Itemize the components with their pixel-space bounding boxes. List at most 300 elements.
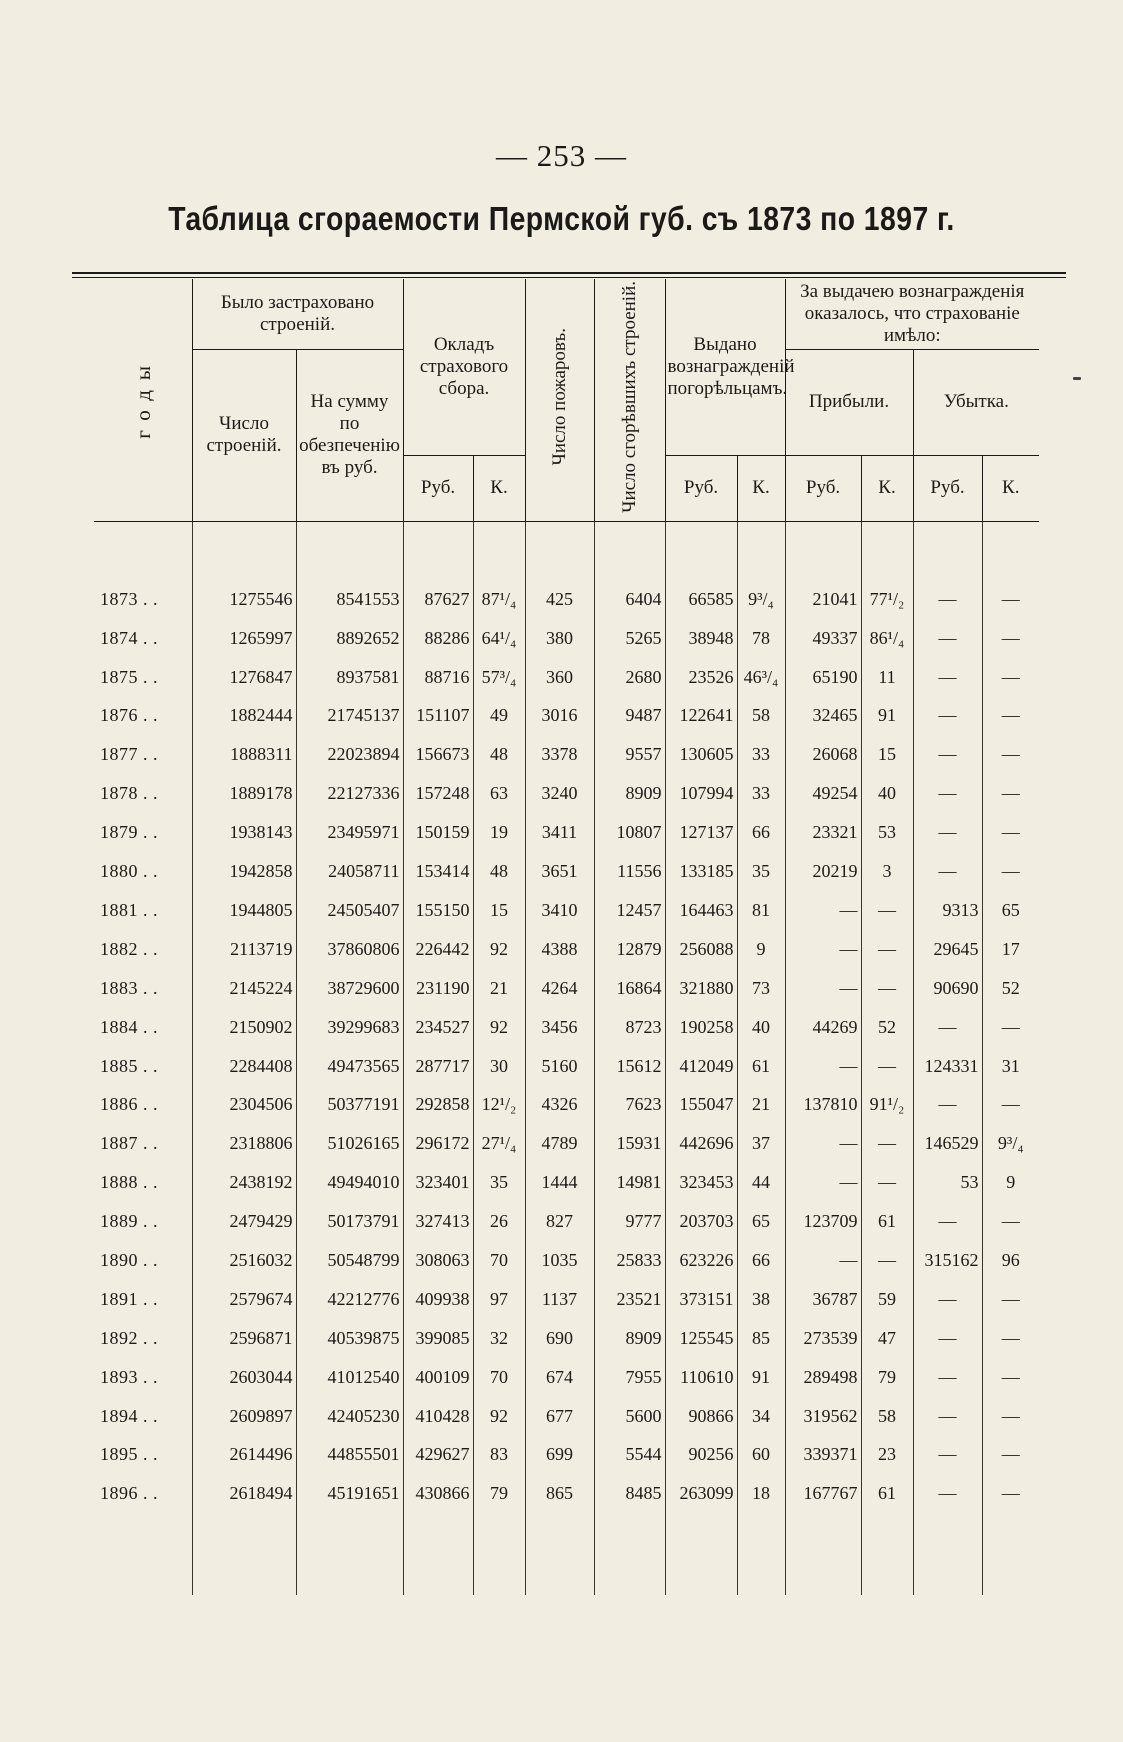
table-row xyxy=(94,1202,1039,1241)
cell-fires-count: 3651 xyxy=(525,852,594,891)
cell-building-count: 2113719 xyxy=(192,930,296,969)
cell-insured-sum: 49494010 xyxy=(296,1163,403,1202)
cell-loss-kop: — xyxy=(1001,1288,1020,1309)
cell-premium-rub: 409938 xyxy=(403,1280,473,1319)
cell-year: 1888 . . xyxy=(94,1163,192,1202)
cell-paid-rub: 203703 xyxy=(665,1202,737,1241)
cell-premium-rub: 399085 xyxy=(403,1319,473,1358)
cell-profit-rub: 339371 xyxy=(785,1435,861,1474)
cell-burned-count: 8723 xyxy=(594,1008,665,1047)
cell-loss-rub: — xyxy=(913,658,982,697)
cell-burned-count: 7955 xyxy=(594,1358,665,1397)
header-burned: Число сгорѣвшихъ строеній. xyxy=(594,279,665,521)
cell-premium-rub: 400109 xyxy=(403,1358,473,1397)
cell-paid-kop: 21 xyxy=(737,1085,785,1124)
cell-burned-count: 23521 xyxy=(594,1280,665,1319)
cell-loss-kop: — xyxy=(1001,1211,1020,1232)
cell-paid-kop: 18 xyxy=(737,1474,785,1513)
header-profit: Прибыли. xyxy=(785,350,913,456)
table-tail xyxy=(94,1513,1039,1595)
cell-paid-rub: 107994 xyxy=(665,774,737,813)
header-kop-premium: К. xyxy=(473,455,525,521)
cell-fires-count: 4388 xyxy=(525,930,594,969)
cell-profit-rub: 123709 xyxy=(785,1202,861,1241)
cell-premium-kop: 97 xyxy=(473,1280,525,1319)
cell-year: 1884 . . xyxy=(94,1008,192,1047)
table-row xyxy=(94,1358,1039,1397)
cell-loss-kop: — xyxy=(1001,705,1020,726)
cell-premium-kop: 63 xyxy=(473,774,525,813)
cell-building-count: 2438192 xyxy=(192,1163,296,1202)
cell-loss-kop: 17 xyxy=(1001,938,1020,959)
cell-profit-kop: 15 xyxy=(861,735,913,774)
cell-burned-count: 9777 xyxy=(594,1202,665,1241)
cell-profit-kop: 86¹/₄ xyxy=(861,619,913,658)
cell-year: 1878 . . xyxy=(94,774,192,813)
cell-paid-rub: 373151 xyxy=(665,1280,737,1319)
cell-paid-rub: 66585 xyxy=(665,580,737,619)
cell-building-count: 1942858 xyxy=(192,852,296,891)
cell-paid-rub: 164463 xyxy=(665,891,737,930)
cell-paid-kop: 35 xyxy=(737,852,785,891)
cell-paid-rub: 90866 xyxy=(665,1397,737,1436)
cell-paid-rub: 256088 xyxy=(665,930,737,969)
cell-fires-count: 360 xyxy=(525,658,594,697)
cell-premium-kop: 21 xyxy=(473,969,525,1008)
cell-premium-rub: 296172 xyxy=(403,1124,473,1163)
cell-year: 1883 . . xyxy=(94,969,192,1008)
cell-premium-rub: 157248 xyxy=(403,774,473,813)
cell-insured-sum: 8892652 xyxy=(296,619,403,658)
cell-premium-rub: 153414 xyxy=(403,852,473,891)
header-loss: Убытка. xyxy=(913,350,1039,456)
cell-year: 1891 . . xyxy=(94,1280,192,1319)
cell-fires-count: 5160 xyxy=(525,1047,594,1086)
cell-profit-rub: 319562 xyxy=(785,1397,861,1436)
cell-insured-sum: 42212776 xyxy=(296,1280,403,1319)
cell-profit-rub: 49337 xyxy=(785,619,861,658)
cell-burned-count: 6404 xyxy=(594,580,665,619)
cell-profit-rub: 44269 xyxy=(785,1008,861,1047)
cell-premium-kop: 48 xyxy=(473,852,525,891)
cell-burned-count: 10807 xyxy=(594,813,665,852)
cell-paid-rub: 122641 xyxy=(665,697,737,736)
cell-premium-rub: 88286 xyxy=(403,619,473,658)
cell-paid-rub: 323453 xyxy=(665,1163,737,1202)
cell-insured-sum: 22127336 xyxy=(296,774,403,813)
cell-paid-rub: 110610 xyxy=(665,1358,737,1397)
cell-paid-kop: 38 xyxy=(737,1280,785,1319)
cell-profit-kop: — xyxy=(861,930,913,969)
cell-paid-rub: 125545 xyxy=(665,1319,737,1358)
cell-paid-kop: 66 xyxy=(737,1241,785,1280)
cell-burned-count: 5544 xyxy=(594,1435,665,1474)
page-number: — 253 — xyxy=(496,138,627,173)
table-row xyxy=(94,1085,1039,1124)
cell-year: 1881 . . xyxy=(94,891,192,930)
cell-building-count: 2150902 xyxy=(192,1008,296,1047)
cell-profit-kop: — xyxy=(861,969,913,1008)
cell-building-count: 1888311 xyxy=(192,735,296,774)
cell-profit-kop: 40 xyxy=(861,774,913,813)
header-rub-profit: Руб. xyxy=(785,455,861,521)
table-row xyxy=(94,1280,1039,1319)
cell-paid-kop: 58 xyxy=(737,697,785,736)
cell-loss-rub: — xyxy=(913,1397,982,1436)
cell-loss-rub: — xyxy=(913,852,982,891)
cell-profit-rub: — xyxy=(785,969,861,1008)
cell-profit-kop: 53 xyxy=(861,813,913,852)
cell-insured-sum: 50377191 xyxy=(296,1085,403,1124)
cell-fires-count: 4264 xyxy=(525,969,594,1008)
cell-premium-rub: 287717 xyxy=(403,1047,473,1086)
cell-loss-rub: — xyxy=(913,1319,982,1358)
cell-fires-count: 865 xyxy=(525,1474,594,1513)
cell-loss-kop: 65 xyxy=(1001,899,1020,920)
cell-premium-rub: 234527 xyxy=(403,1008,473,1047)
cell-loss-rub: 124331 xyxy=(913,1047,982,1086)
header-kop-loss: К. xyxy=(982,455,1039,521)
cell-premium-kop: 70 xyxy=(473,1241,525,1280)
table-row xyxy=(94,735,1039,774)
header-insured: Было застраховано строеній. xyxy=(192,279,403,350)
cell-paid-kop: 65 xyxy=(737,1202,785,1241)
cell-fires-count: 3378 xyxy=(525,735,594,774)
cell-premium-rub: 323401 xyxy=(403,1163,473,1202)
table-row xyxy=(94,1008,1039,1047)
header-premium: Окладъ страхового сбора. xyxy=(403,279,525,455)
cell-loss-kop: — xyxy=(1001,744,1020,765)
cell-building-count: 2603044 xyxy=(192,1358,296,1397)
page-title: Таблица сгораемости Пермской губ. съ 1873 по 1897 г. xyxy=(168,200,955,237)
cell-premium-kop: 32 xyxy=(473,1319,525,1358)
cell-year: 1894 . . xyxy=(94,1397,192,1436)
cell-insured-sum: 37860806 xyxy=(296,930,403,969)
cell-profit-kop: 11 xyxy=(861,658,913,697)
cell-paid-kop: 46³/₄ xyxy=(737,658,785,697)
cell-loss-kop: — xyxy=(1001,666,1020,687)
cell-loss-rub: — xyxy=(913,1280,982,1319)
table-row xyxy=(94,1124,1039,1163)
cell-building-count: 2579674 xyxy=(192,1280,296,1319)
cell-insured-sum: 38729600 xyxy=(296,969,403,1008)
cell-burned-count: 14981 xyxy=(594,1163,665,1202)
cell-premium-kop: 92 xyxy=(473,930,525,969)
cell-paid-kop: 34 xyxy=(737,1397,785,1436)
cell-paid-rub: 623226 xyxy=(665,1241,737,1280)
cell-profit-rub: — xyxy=(785,1241,861,1280)
cell-premium-kop: 48 xyxy=(473,735,525,774)
header-rub-premium: Руб. xyxy=(403,455,473,521)
cell-premium-kop: 92 xyxy=(473,1397,525,1436)
cell-paid-kop: 66 xyxy=(737,813,785,852)
cell-burned-count: 2680 xyxy=(594,658,665,697)
cell-fires-count: 3016 xyxy=(525,697,594,736)
cell-burned-count: 8909 xyxy=(594,774,665,813)
cell-loss-kop: — xyxy=(1001,1483,1020,1504)
cell-paid-rub: 412049 xyxy=(665,1047,737,1086)
cell-loss-rub: — xyxy=(913,774,982,813)
cell-profit-rub: — xyxy=(785,891,861,930)
cell-fires-count: 3411 xyxy=(525,813,594,852)
table-row xyxy=(94,852,1039,891)
cell-premium-rub: 88716 xyxy=(403,658,473,697)
cell-paid-kop: 60 xyxy=(737,1435,785,1474)
cell-building-count: 2145224 xyxy=(192,969,296,1008)
cell-year: 1896 . . xyxy=(94,1474,192,1513)
cell-burned-count: 15931 xyxy=(594,1124,665,1163)
cell-insured-sum: 50548799 xyxy=(296,1241,403,1280)
cell-fires-count: 1444 xyxy=(525,1163,594,1202)
cell-fires-count: 380 xyxy=(525,619,594,658)
cell-insured-sum: 40539875 xyxy=(296,1319,403,1358)
cell-profit-rub: 26068 xyxy=(785,735,861,774)
cell-profit-kop: 23 xyxy=(861,1435,913,1474)
cell-loss-kop: — xyxy=(1001,822,1020,843)
table-row xyxy=(94,891,1039,930)
table-row xyxy=(94,813,1039,852)
cell-premium-kop: 79 xyxy=(473,1474,525,1513)
cell-building-count: 2614496 xyxy=(192,1435,296,1474)
cell-premium-kop: 19 xyxy=(473,813,525,852)
cell-premium-kop: 30 xyxy=(473,1047,525,1086)
cell-loss-kop: — xyxy=(1001,1016,1020,1037)
cell-loss-kop: — xyxy=(1001,861,1020,882)
cell-fires-count: 3410 xyxy=(525,891,594,930)
cell-loss-rub: 9313 xyxy=(913,891,982,930)
cell-fires-count: 827 xyxy=(525,1202,594,1241)
cell-premium-kop: 92 xyxy=(473,1008,525,1047)
cell-fires-count: 425 xyxy=(525,580,594,619)
cell-profit-kop: 91 xyxy=(861,697,913,736)
cell-burned-count: 9487 xyxy=(594,697,665,736)
cell-paid-kop: 9 xyxy=(737,930,785,969)
cell-year: 1877 . . xyxy=(94,735,192,774)
table-row xyxy=(94,1241,1039,1280)
cell-profit-kop: — xyxy=(861,1124,913,1163)
cell-profit-kop: 47 xyxy=(861,1319,913,1358)
cell-loss-kop: — xyxy=(1001,1366,1020,1387)
header-kop-profit: К. xyxy=(861,455,913,521)
cell-year: 1895 . . xyxy=(94,1435,192,1474)
table-row xyxy=(94,1163,1039,1202)
cell-paid-rub: 263099 xyxy=(665,1474,737,1513)
cell-paid-rub: 130605 xyxy=(665,735,737,774)
cell-building-count: 2318806 xyxy=(192,1124,296,1163)
cell-paid-rub: 321880 xyxy=(665,969,737,1008)
cell-fires-count: 690 xyxy=(525,1319,594,1358)
cell-profit-rub: 289498 xyxy=(785,1358,861,1397)
cell-premium-kop: 87¹/₄ xyxy=(473,580,525,619)
cell-insured-sum: 39299683 xyxy=(296,1008,403,1047)
cell-burned-count: 12879 xyxy=(594,930,665,969)
cell-building-count: 2618494 xyxy=(192,1474,296,1513)
cell-paid-rub: 442696 xyxy=(665,1124,737,1163)
cell-year: 1892 . . xyxy=(94,1319,192,1358)
cell-loss-kop: 9³/₄ xyxy=(997,1133,1024,1154)
table-row xyxy=(94,658,1039,697)
table-spacer xyxy=(94,521,1039,580)
cell-loss-rub: — xyxy=(913,619,982,658)
cell-profit-rub: 167767 xyxy=(785,1474,861,1513)
cell-loss-rub: — xyxy=(913,1435,982,1474)
cell-loss-rub: — xyxy=(913,580,982,619)
cell-paid-kop: 78 xyxy=(737,619,785,658)
cell-year: 1874 . . xyxy=(94,619,192,658)
cell-insured-sum: 24505407 xyxy=(296,891,403,930)
header-count: Число строеній. xyxy=(192,350,296,522)
cell-profit-rub: — xyxy=(785,930,861,969)
cell-year: 1879 . . xyxy=(94,813,192,852)
cell-loss-kop: — xyxy=(1001,1444,1020,1465)
cell-profit-rub: 21041 xyxy=(785,580,861,619)
cell-profit-kop: 61 xyxy=(861,1202,913,1241)
cell-profit-rub: 20219 xyxy=(785,852,861,891)
cell-burned-count: 15612 xyxy=(594,1047,665,1086)
cell-profit-rub: — xyxy=(785,1047,861,1086)
cell-profit-rub: 137810 xyxy=(785,1085,861,1124)
cell-premium-rub: 430866 xyxy=(403,1474,473,1513)
cell-premium-kop: 64¹/₄ xyxy=(473,619,525,658)
cell-paid-kop: 81 xyxy=(737,891,785,930)
cell-loss-rub: 315162 xyxy=(913,1241,982,1280)
cell-year: 1880 . . xyxy=(94,852,192,891)
cell-paid-kop: 33 xyxy=(737,774,785,813)
cell-premium-rub: 156673 xyxy=(403,735,473,774)
cell-building-count: 2516032 xyxy=(192,1241,296,1280)
cell-burned-count: 16864 xyxy=(594,969,665,1008)
cell-premium-kop: 35 xyxy=(473,1163,525,1202)
cell-profit-kop: — xyxy=(861,1163,913,1202)
cell-premium-kop: 15 xyxy=(473,891,525,930)
cell-premium-kop: 70 xyxy=(473,1358,525,1397)
cell-burned-count: 11556 xyxy=(594,852,665,891)
cell-paid-rub: 38948 xyxy=(665,619,737,658)
cell-building-count: 1889178 xyxy=(192,774,296,813)
cell-paid-kop: 73 xyxy=(737,969,785,1008)
cell-year: 1890 . . xyxy=(94,1241,192,1280)
cell-insured-sum: 21745137 xyxy=(296,697,403,736)
cell-insured-sum: 44855501 xyxy=(296,1435,403,1474)
cell-loss-rub: — xyxy=(913,1358,982,1397)
table-row xyxy=(94,1474,1039,1513)
cell-building-count: 2284408 xyxy=(192,1047,296,1086)
cell-loss-kop: 9 xyxy=(1006,1172,1016,1193)
header-kop-paid: К. xyxy=(737,455,785,521)
table-row xyxy=(94,1435,1039,1474)
table-row xyxy=(94,580,1039,619)
cell-building-count: 2596871 xyxy=(192,1319,296,1358)
cell-paid-kop: 9³/₄ xyxy=(737,580,785,619)
cell-fires-count: 4789 xyxy=(525,1124,594,1163)
cell-profit-kop: 79 xyxy=(861,1358,913,1397)
cell-insured-sum: 50173791 xyxy=(296,1202,403,1241)
cell-profit-kop: 59 xyxy=(861,1280,913,1319)
cell-burned-count: 7623 xyxy=(594,1085,665,1124)
cell-profit-rub: 23321 xyxy=(785,813,861,852)
cell-year: 1887 . . xyxy=(94,1124,192,1163)
cell-loss-kop: 52 xyxy=(1001,977,1020,998)
cell-building-count: 2304506 xyxy=(192,1085,296,1124)
header-sum: На сумму по обезпеченію въ руб. xyxy=(296,350,403,522)
cell-paid-kop: 61 xyxy=(737,1047,785,1086)
cell-loss-kop: — xyxy=(1001,1094,1020,1115)
cell-burned-count: 8485 xyxy=(594,1474,665,1513)
fire-statistics-table xyxy=(94,279,1039,1595)
cell-premium-rub: 155150 xyxy=(403,891,473,930)
cell-premium-kop: 49 xyxy=(473,697,525,736)
cell-insured-sum: 41012540 xyxy=(296,1358,403,1397)
cell-premium-rub: 226442 xyxy=(403,930,473,969)
cell-paid-kop: 44 xyxy=(737,1163,785,1202)
cell-profit-kop: 77¹/₂ xyxy=(861,580,913,619)
cell-loss-rub: — xyxy=(913,1202,982,1241)
cell-premium-kop: 27¹/₄ xyxy=(473,1124,525,1163)
cell-insured-sum: 8541553 xyxy=(296,580,403,619)
cell-premium-rub: 151107 xyxy=(403,697,473,736)
cell-paid-rub: 155047 xyxy=(665,1085,737,1124)
cell-burned-count: 9557 xyxy=(594,735,665,774)
cell-loss-kop: — xyxy=(1001,783,1020,804)
cell-profit-kop: — xyxy=(861,1241,913,1280)
cell-year: 1873 . . xyxy=(94,580,192,619)
cell-fires-count: 677 xyxy=(525,1397,594,1436)
cell-year: 1889 . . xyxy=(94,1202,192,1241)
cell-fires-count: 1035 xyxy=(525,1241,594,1280)
cell-loss-rub: 29645 xyxy=(913,930,982,969)
cell-loss-rub: 146529 xyxy=(913,1124,982,1163)
cell-year: 1886 . . xyxy=(94,1085,192,1124)
cell-insured-sum: 49473565 xyxy=(296,1047,403,1086)
cell-fires-count: 699 xyxy=(525,1435,594,1474)
top-rule-thin xyxy=(72,277,1066,278)
cell-building-count: 1276847 xyxy=(192,658,296,697)
cell-insured-sum: 22023894 xyxy=(296,735,403,774)
cell-premium-rub: 327413 xyxy=(403,1202,473,1241)
cell-profit-kop: — xyxy=(861,1047,913,1086)
cell-loss-kop: — xyxy=(1001,627,1020,648)
header-rub-paid: Руб. xyxy=(665,455,737,521)
cell-paid-rub: 23526 xyxy=(665,658,737,697)
cell-building-count: 1882444 xyxy=(192,697,296,736)
cell-paid-kop: 37 xyxy=(737,1124,785,1163)
cell-loss-kop: — xyxy=(1001,588,1020,609)
cell-loss-rub: — xyxy=(913,813,982,852)
cell-building-count: 2609897 xyxy=(192,1397,296,1436)
cell-loss-kop: 31 xyxy=(1001,1055,1020,1076)
cell-loss-rub: — xyxy=(913,1085,982,1124)
cell-paid-kop: 91 xyxy=(737,1358,785,1397)
cell-profit-rub: 65190 xyxy=(785,658,861,697)
cell-loss-kop: — xyxy=(1001,1327,1020,1348)
cell-building-count: 1265997 xyxy=(192,619,296,658)
cell-premium-rub: 429627 xyxy=(403,1435,473,1474)
header-rub-loss: Руб. xyxy=(913,455,982,521)
header-paid: Выдано вознагражденій погорѣльцамъ. xyxy=(665,279,785,455)
cell-profit-kop: — xyxy=(861,891,913,930)
cell-insured-sum: 45191651 xyxy=(296,1474,403,1513)
cell-paid-rub: 190258 xyxy=(665,1008,737,1047)
cell-insured-sum: 42405230 xyxy=(296,1397,403,1436)
cell-paid-kop: 33 xyxy=(737,735,785,774)
cell-premium-rub: 87627 xyxy=(403,580,473,619)
cell-insured-sum: 24058711 xyxy=(296,852,403,891)
header-fires: Число пожаровъ. xyxy=(525,279,594,521)
cell-burned-count: 12457 xyxy=(594,891,665,930)
cell-fires-count: 3456 xyxy=(525,1008,594,1047)
cell-year: 1875 . . xyxy=(94,658,192,697)
cell-loss-rub: — xyxy=(913,1474,982,1513)
